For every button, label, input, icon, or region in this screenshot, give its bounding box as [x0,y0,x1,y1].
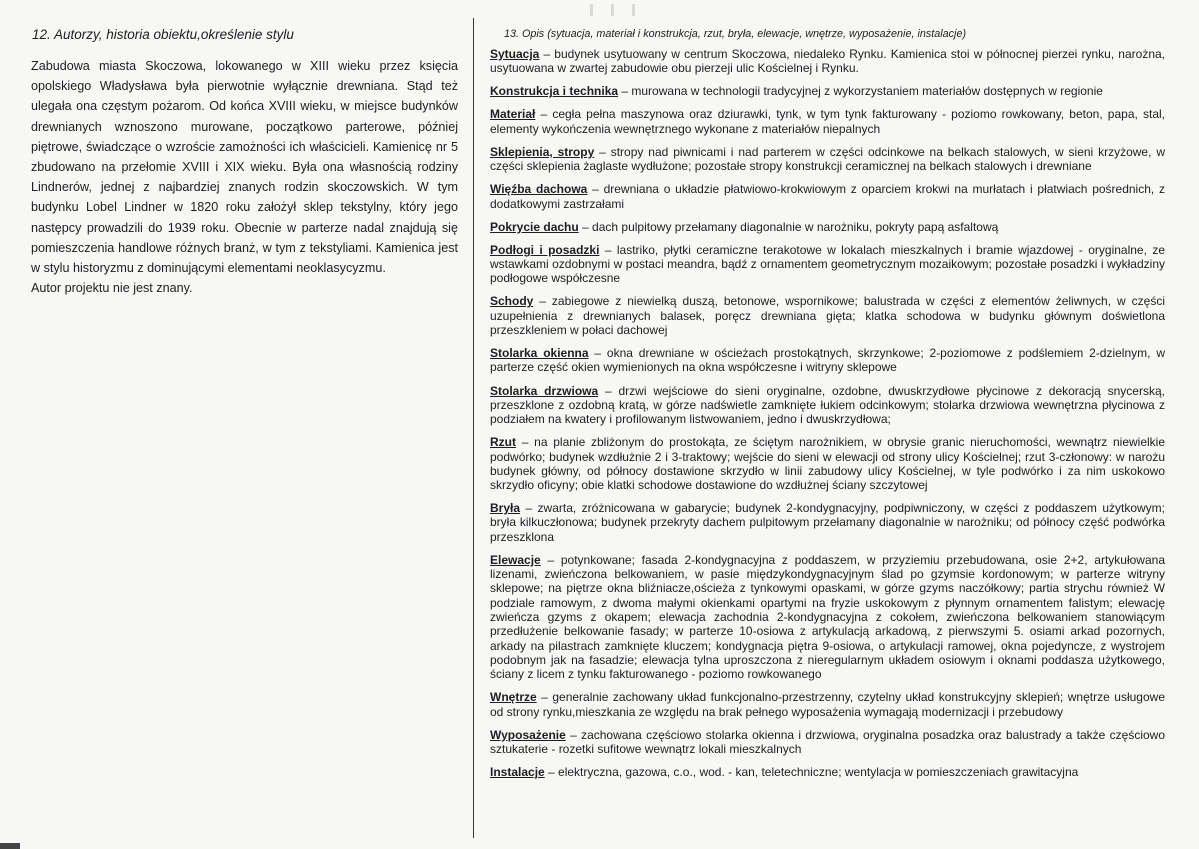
section-bryla [490,501,1165,544]
term-text: – stropy nad piwnicami i nad parterem w części odcinkowe na belkach stalowych, w sieni krzyżowe, w części sklepienia żaglaste wydłużone; pozostałe stropy konstrukcji ceramicznej na belkach stalowych i drewniane [490,144,1165,174]
scan-corner-mark [0,843,20,849]
term-label: Wnętrze [490,690,537,705]
section-schody [490,294,1165,337]
term-label: Podłogi i posadzki [490,242,600,257]
term-label: Instalacje [490,765,545,780]
term-text: – generalnie zachowany układ funkcjonalno-przestrzenny, czytelny układ konstrukcyjny sklepień; wnętrze usługowe od strony rynku,mieszkania ze względu na brak pełnego wyposażenia wymagają modernizacji i przebudowy [490,690,1165,719]
section-12-heading: 12. Autorzy, historia obiektu,określenie stylu [32,27,294,42]
term-label: Elewacje [490,552,541,567]
section-podlogi [490,243,1165,286]
term-label: Stolarka drzwiowa [490,383,599,398]
section-elewacje [490,553,1165,682]
section-stolarka-okienna [490,346,1165,375]
term-text: – zabiegowe z niewielką duszą, betonowe, wspornikowe; balustrada w części z elementów żeliwnych, w części uzupełnienia z drewnianych balasek, poręcz drewniana gięta; klatka schodowa w budynku głównym doświetlona przeszkleniem w połaci dachowej [490,294,1165,338]
history-paragraph: Zabudowa miasta Skoczowa, lokowanego w XIII wieku przez księcia opolskiego Władysława była pierwotnie wyłącznie drewniana. Stąd też ulegała ona częstym pożarom. Od końca XVIII wieku, w miejsce budynków drewnianych wznoszono murowane, początkowo parterowe, później piętrowe, świadczące o wzroście zamożności ich właścicieli. Kamienicę nr 5 zbudowano na przełomie XVIII i XIX wieku. Była ona własnością rodziny Lindnerów, jednej z najbardziej znanych rodzin skoczowskich. W tym budynku Lobel Lindner w 1820 roku założył sklep tekstylny, który jego następcy prowadzili do 1939 roku. Obecnie w parterze nadal znajdują się pomieszczenia handlowe różnych branż, w tym z tekstyliami. Kamienica jest w stylu historyzmu z dominującymi elementami neoklasycyzmu. [31,59,458,276]
term-text: – drzwi wejściowe do sieni oryginalne, ozdobne, dwuskrzydłowe płycinowe z dekoracją snycerską, przeszklone z ozdobną kratą, w górze nadświetle zamknięte łukiem odcinkowym; stolarka drzwiowa wewnętrzna płycinowa z podziałem na kwatery i profilowanym listwowaniem, jedno i dwuskrzydłowa; [490,383,1165,427]
right-column [490,28,1165,788]
term-label: Sytuacja [490,47,540,61]
term-text: – cegła pełna maszynowa oraz dziurawki, tynk, w tym tynk fakturowany - poziomo rowkowany, beton, papa, stal, elementy wykończenia wewnętrznego wykonane z materiałów niepalnych [490,107,1165,136]
section-sytuacja [490,47,1165,76]
term-label: Schody [490,294,534,309]
author-note: Autor projektu nie jest znany. [31,281,193,296]
section-stolarka-drzwiowa [490,384,1165,427]
section-material [490,107,1165,136]
term-label: Więźba dachowa [490,182,588,197]
section-konstrukcja [490,84,1165,98]
section-13-heading: 13. Opis (sytuacja, materiał i konstrukcja, rzut, bryła, elewacje, wnętrze, wyposażenie, instalacje) [504,28,967,40]
term-text: – okna drewniane w ościeżach prostokątnych, skrzynkowe; 2-poziomowe z podślemiem 2-dzielnym, w parterze część okien wymienionych na okna współczesne i witryny sklepowe [490,346,1165,375]
term-text: – budynek usytuowany w centrum Skoczowa, niedaleko Rynku. Kamienica stoi w północnej pierzei rynku, narożna, usytuowana w zwartej zabudowie obu pierzeji ulic Kościelnej i Rynku. [490,47,1165,76]
section-rzut [490,435,1165,492]
section-wyposazenie [490,728,1165,757]
term-text: – na planie zbliżonym do prostokąta, ze ściętym narożnikiem, w obrysie granic nieruchomości, wewnątrz niewielkie podwórko; budynek wzdłużnie 2 i 3-traktowy; wejście do sieni w elewacji od strony ulicy Kościelnej; rzut 3-członowy: w narożu budynek główny, od północy dostawione skrzydło w linii zabudowy ulicy Kościelnej, w tyle podwórko i za nim uskokowo skrzydło oficyny; obie klatki schodowe dostawione do wzdłużnej ściany szczytowej [490,435,1165,493]
term-text: – dach pulpitowy przełamany diagonalnie w narożniku, pokryty papą asfaltową [578,219,999,234]
term-text: – potynkowane; fasada 2-kondygnacyjna z poddaszem, w przyziemiu przebudowana, osie 2+2, artykułowana lizenami, zwieńczona belkowaniem, w pasie międzykondygnacyjnym ślad po gzymsie kordonowym; w parterze witryny sklepowe; na piętrze okna bliźniacze,ościeża z tynkowymi opaskami, w górze gzyms naczółkowy; partia strychu również W podziale ramowym, z dwoma małymi okienkami opartymi na fryzie uskokowym z płynnym ornamentem falistym; elewację zwieńcza gzyms z okapem; elewacja zachodnia 2-kondygnacyjna z cokołem, zwieńczona belkowaniem stanowiącym przedłużenie belkowanie fasady; w parterze 10-osiowa z artykulacją arkadową, z pierwszymi 5. osiami arkad pozornych, arkady na pilastrach zamknięte kluczem; kondygnacja piętra 9-osiowa, o artykulacji ramowej, okna pojedyncze, z wystrojem podobnym jak na fasadzie; elewacja tylna uproszczona z nieregularnym układem osiowym i oknami poddasza użytkowego, ściany z licem z tynku fakturowanego - poziomo rowkowanego [490,552,1165,682]
term-label: Stolarka okienna [490,346,589,361]
term-label: Materiał [490,107,536,122]
term-label: Rzut [490,435,516,450]
section-instalacje [490,765,1165,779]
term-text: – murowana w technologii tradycyjnej z wykorzystaniem materiałów dostępnych w regionie [618,84,1103,99]
scan-artifact [590,3,710,17]
term-label: Sklepienia, stropy [490,144,595,159]
section-sklepienia [490,145,1165,174]
term-label: Bryła [490,501,521,516]
term-text: – drewniana o układzie płatwiowo-krokwiowym z oparciem krokwi na murłatach i płatwiach pośrednich, z dodatkowymi zastrzałami [490,182,1165,211]
section-wiezba [490,182,1165,211]
term-label: Konstrukcja i technika [490,84,619,99]
term-label: Wyposażenie [490,727,566,742]
term-text: – zachowana częściowo stolarka okienna i drzwiowa, oryginalna posadzka oraz balustrady a także częściowo sztukaterie - rozetki sufitowe wewnątrz lokali mieszkalnych [490,727,1165,757]
left-column [31,27,458,298]
term-text: – zwarta, zróżnicowana w gabarycie; budynek 2-kondygnacyjny, podpiwniczony, w części z poddaszem użytkowym; bryła kilkuczłonowa; budynek przekryty dachem pulpitowym przełamany diagonalnie w narożniku; od północy część podwórka przeszklona [490,501,1165,544]
term-text: – elektryczna, gazowa, c.o., wod. - kan, teletechniczne; wentylacja w pomieszczeniach grawitacyjna [544,765,1079,780]
column-divider [473,18,474,838]
section-wnetrze [490,690,1165,719]
term-text: – lastriko, płytki ceramiczne terakotowe w lokalach mieszkalnych i bramie wjazdowej - oryginalne, ze wstawkami ozdobnymi w postaci meandra, bądź z ornamentem geometrycznym mozaikowym; pozostałe posadzki i wykładziny podłogowe współczesne [490,242,1165,286]
term-label: Pokrycie dachu [490,219,579,234]
section-pokrycie [490,220,1165,234]
